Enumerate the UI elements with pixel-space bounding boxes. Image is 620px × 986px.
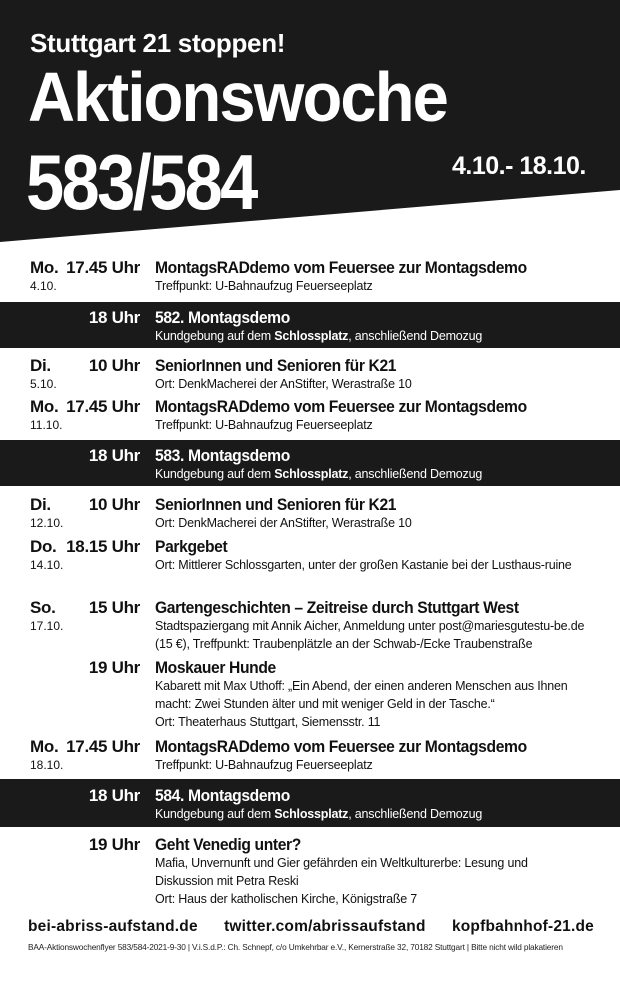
event-day: Di. <box>30 356 51 375</box>
event-description: Ort: Mittlerer Schlossgarten, unter der großen Kastanie bei der Lusthaus-ruine <box>155 558 572 572</box>
event-day: So. <box>30 598 56 617</box>
event-location: Ort: Theaterhaus Stuttgart, Siemensstr. 11 <box>155 715 381 729</box>
event-description: Ort: DenkMacherei der AnStifter, Werastraße 10 <box>155 377 412 391</box>
twitter-link[interactable]: twitter.com/abrissaufstand <box>224 918 426 935</box>
event-time: 18 Uhr <box>88 308 140 327</box>
event-title: 584. Montagsdemo <box>155 786 290 805</box>
event-time: 17.45 Uhr <box>66 397 140 416</box>
event-date: 11.10. <box>30 418 63 432</box>
event-date: 17.10. <box>30 619 64 633</box>
event-item <box>0 493 620 533</box>
event-item <box>0 735 620 775</box>
footer-links <box>28 918 594 936</box>
event-day: Mo. <box>30 258 59 277</box>
event-description: Treffpunkt: U-Bahnaufzug Feuerseeplatz <box>155 418 373 432</box>
event-title: MontagsRADdemo vom Feuersee zur Montagsdemo <box>155 737 527 756</box>
event-description: Treffpunkt: U-Bahnaufzug Feuerseeplatz <box>155 758 373 772</box>
event-description: Kundgebung auf dem Schlossplatz, anschließend Demozug <box>155 807 483 821</box>
event-title: Moskauer Hunde <box>155 658 276 677</box>
event-item <box>0 395 620 435</box>
event-title: Parkgebet <box>155 537 228 556</box>
event-time: 18 Uhr <box>88 446 140 465</box>
imprint: BAA-Aktionswochenflyer 583/584-2021-9-30 | V.i.S.d.P.: Ch. Schnepf, c/o Umkehrbar e.V., Kernerstraße 32, 70182 Stuttgart | Bitte nicht wild plakatieren <box>28 942 563 952</box>
event-description: Kundgebung auf dem Schlossplatz, anschließend Demozug <box>155 329 483 343</box>
event-time: 17.45 Uhr <box>66 737 140 756</box>
page-title: Aktionswoche <box>28 58 447 136</box>
event-item <box>0 596 620 656</box>
pretitle: Stuttgart 21 stoppen! <box>30 28 286 58</box>
event-date: 12.10. <box>30 516 64 530</box>
event-title: Geht Venedig unter? <box>155 835 301 854</box>
event-item <box>0 833 620 911</box>
event-item <box>0 535 620 595</box>
event-time: 19 Uhr <box>88 835 140 854</box>
event-title: SeniorInnen und Senioren für K21 <box>155 356 397 375</box>
date-range: 4.10.- 18.10. <box>452 152 586 180</box>
header <box>0 0 620 250</box>
event-item <box>0 656 620 734</box>
event-description: Stadtspaziergang mit Annik Aicher, Anmeldung unter post@mariesgutestu-be.de (15 €), Treffpunkt: Traubenplätzle an der Schwab-/Ecke Traubenstraße <box>155 619 585 651</box>
event-date: 14.10. <box>30 558 64 572</box>
event-description: Kundgebung auf dem Schlossplatz, anschließend Demozug <box>155 467 483 481</box>
event-item <box>0 354 620 394</box>
event-item-highlight <box>0 779 620 827</box>
event-location: Ort: Haus der katholischen Kirche, Königstraße 7 <box>155 892 418 906</box>
event-item <box>0 256 620 298</box>
event-item-highlight <box>0 302 620 348</box>
week-number: 583/584 <box>26 138 256 226</box>
event-description: Ort: DenkMacherei der AnStifter, Werastraße 10 <box>155 516 412 530</box>
event-time: 10 Uhr <box>88 495 140 514</box>
event-date: 4.10. <box>30 279 57 293</box>
event-title: 583. Montagsdemo <box>155 446 290 465</box>
kopfbahnhof-link[interactable]: kopfbahnhof-21.de <box>451 918 594 935</box>
event-time: 18 Uhr <box>88 786 140 805</box>
event-day: Mo. <box>30 397 59 416</box>
event-description: Mafia, Unvernunft und Gier gefährden ein Weltkulturerbe: Lesung und Diskussion mit Petra Reski <box>155 856 528 888</box>
event-title: Gartengeschichten – Zeitreise durch Stuttgart West <box>155 598 519 617</box>
event-time: 17.45 Uhr <box>66 258 140 277</box>
event-date: 5.10. <box>30 377 57 391</box>
event-time: 18.15 Uhr <box>66 537 140 556</box>
website-link[interactable]: bei-abriss-aufstand.de <box>28 918 198 935</box>
event-title: 582. Montagsdemo <box>155 308 290 327</box>
event-time: 19 Uhr <box>88 658 140 677</box>
event-description: Kabarett mit Max Uthoff: „Ein Abend, der einen anderen Menschen aus Ihnen macht: Zwei Stunden älter und mit weniger Geld in der Tasche.“ <box>155 679 568 711</box>
event-title: MontagsRADdemo vom Feuersee zur Montagsdemo <box>155 397 527 416</box>
event-day: Di. <box>30 495 51 514</box>
event-title: MontagsRADdemo vom Feuersee zur Montagsdemo <box>155 258 527 277</box>
event-time: 15 Uhr <box>88 598 140 617</box>
event-title: SeniorInnen und Senioren für K21 <box>155 495 397 514</box>
event-date: 18.10. <box>30 758 64 772</box>
event-item-highlight <box>0 440 620 486</box>
event-time: 10 Uhr <box>88 356 140 375</box>
event-day: Mo. <box>30 737 59 756</box>
event-day: Do. <box>30 537 57 556</box>
event-description: Treffpunkt: U-Bahnaufzug Feuerseeplatz <box>155 279 373 293</box>
